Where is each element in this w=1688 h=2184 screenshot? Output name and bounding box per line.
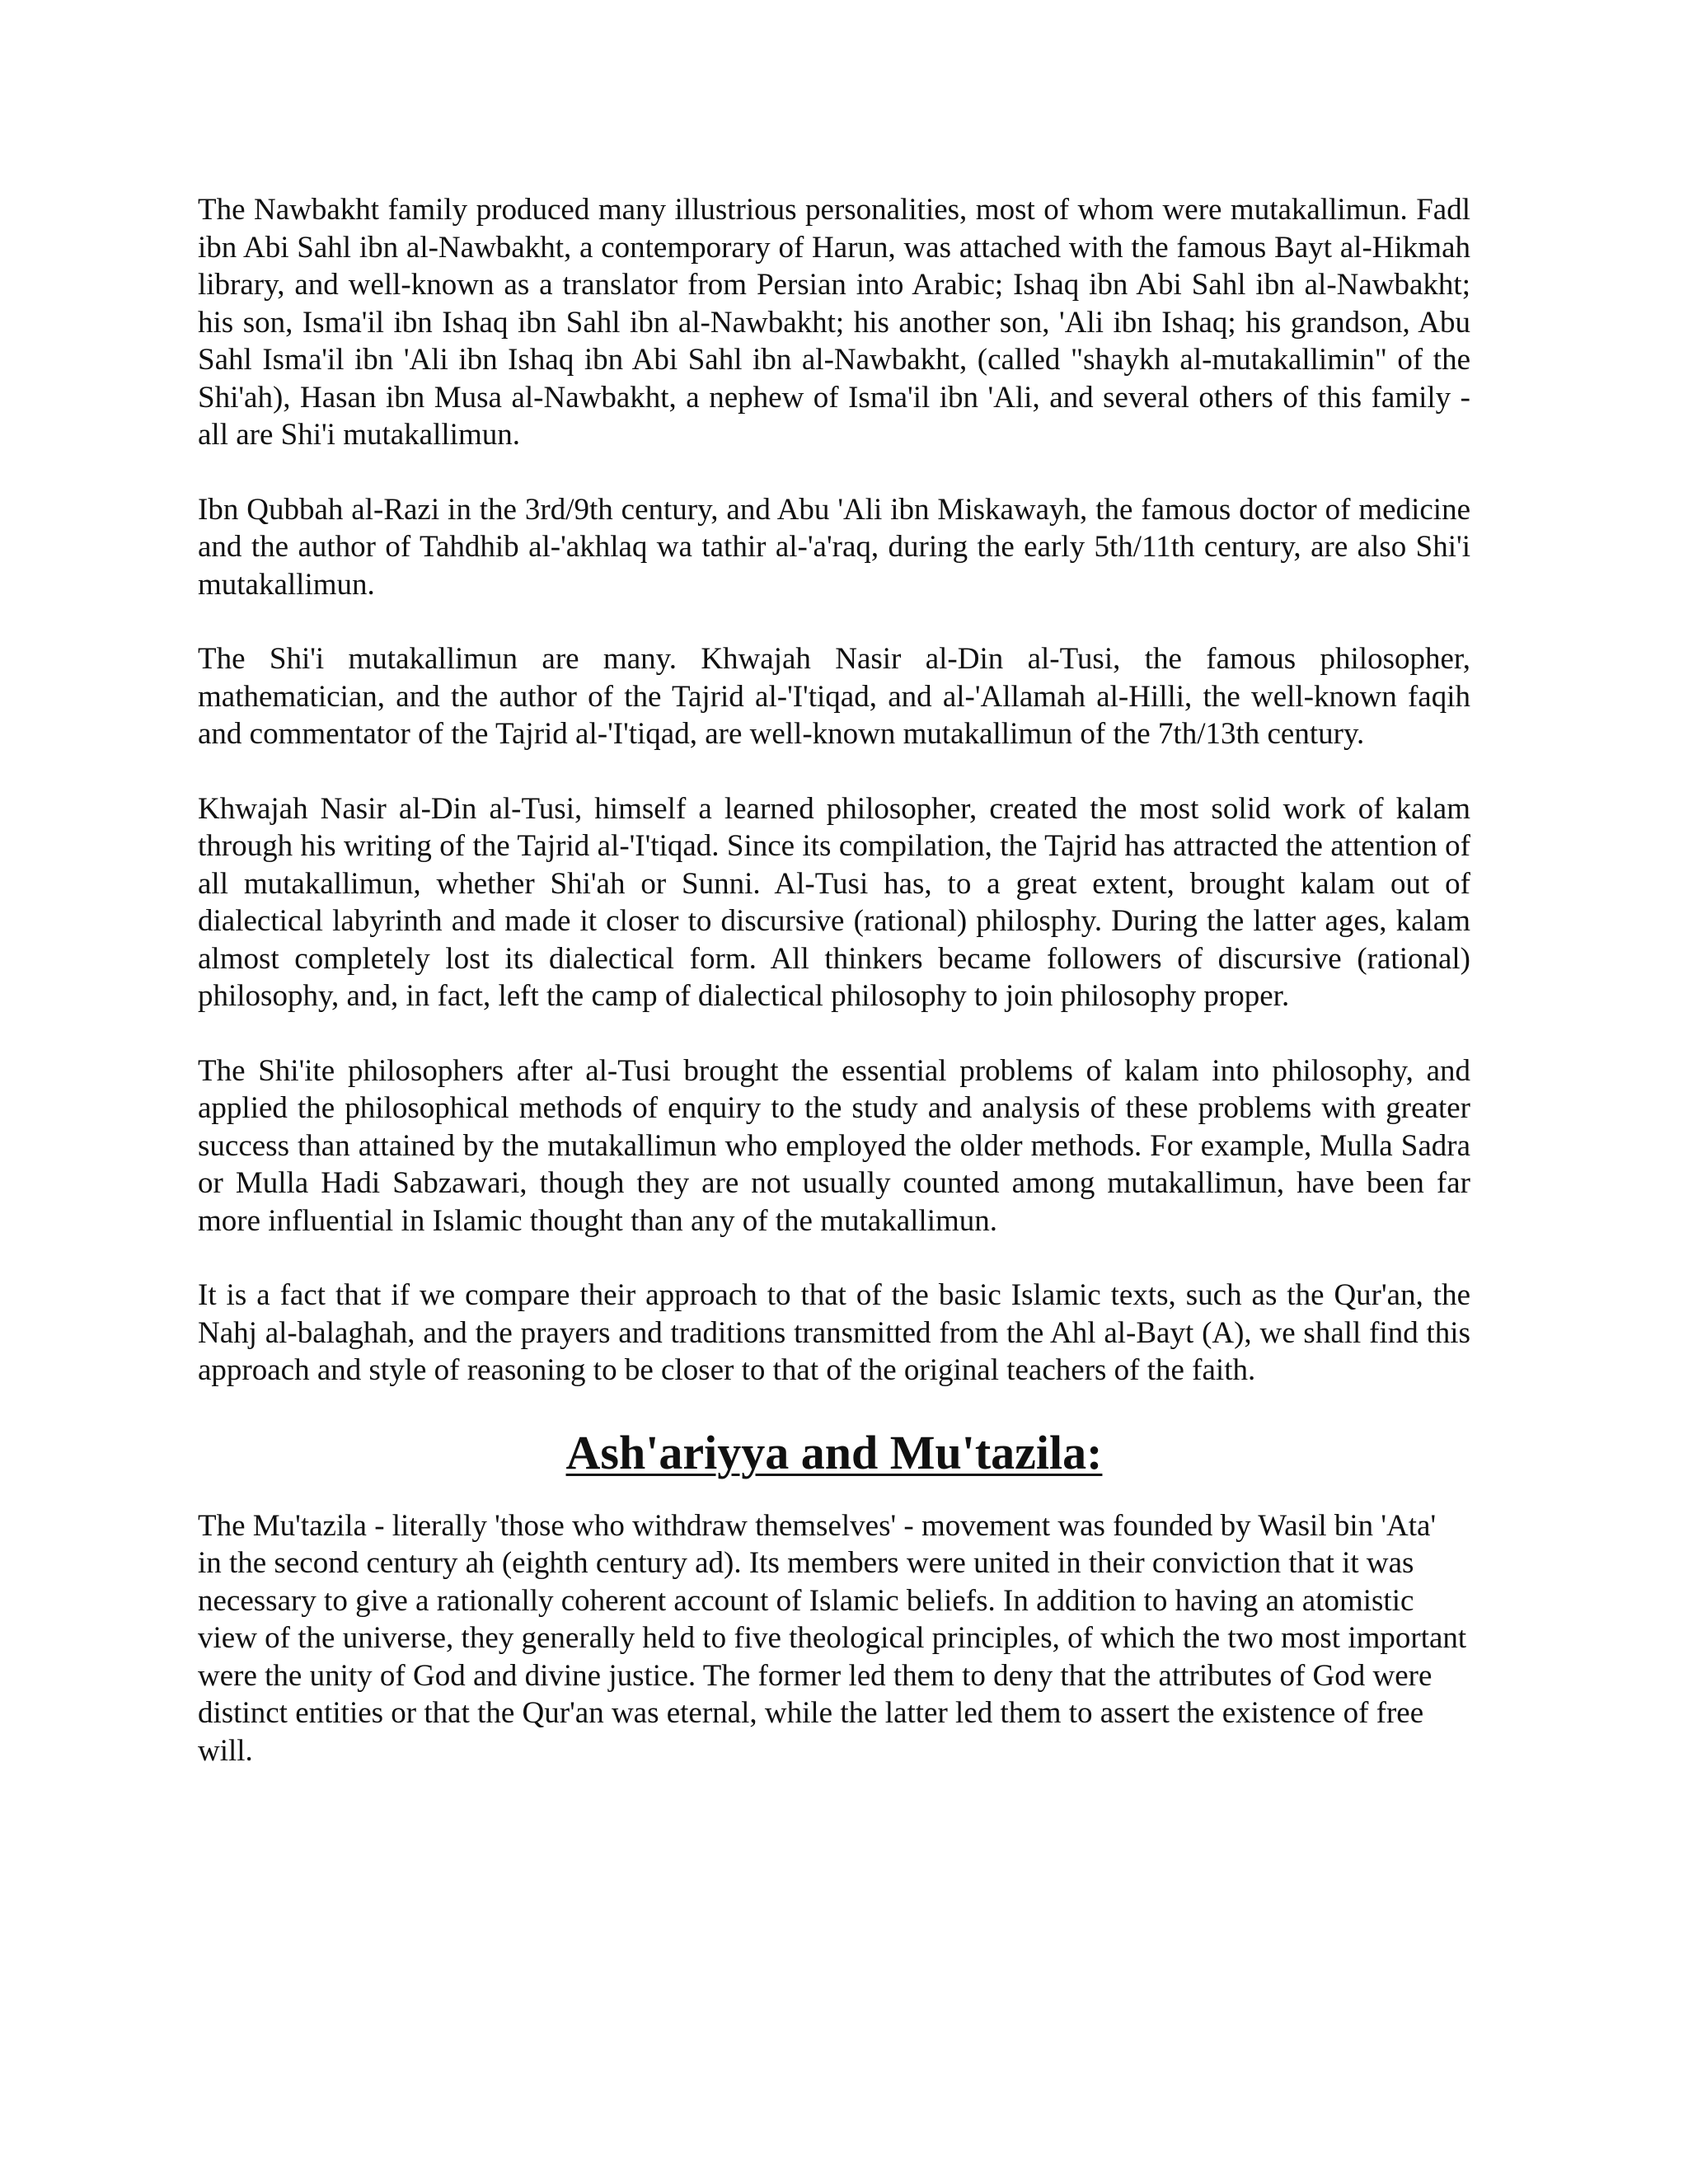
- paragraph-al-tusi: Khwajah Nasir al-Din al-Tusi, himself a learned philosopher, created the most solid work of kalam through his writing of the Tajrid al-'I'tiqad. Since its compilation, the Tajrid has attracted the attention of all mutakallimun, whether Shi'ah or Sunni. Al-Tusi has, to a great extent, brought kalam out of dialectical labyrinth and made it closer to discursive (rational) philosphy. During the latter ages, kalam almost completely lost its dialectical form. All thinkers became followers of discursive (rational) philosophy, and, in fact, left the camp of dialectical philosophy to join philosophy proper.: [198, 791, 1470, 1013]
- section-heading: Ash'ariyya and Mu'tazila:: [565, 1425, 1103, 1479]
- paragraph-ibn-qubbah: Ibn Qubbah al-Razi in the 3rd/9th century, and Abu 'Ali ibn Miskawayh, the famous doctor of medicine and the author of Tahdhib al-'akhlaq wa tathir al-'a'raq, during the early 5th/11th century, are also Shi'i mutakallimun.: [198, 492, 1470, 602]
- paragraph-islamic-texts: It is a fact that if we compare their approach to that of the basic Islamic texts, such as the Qur'an, the Nahj al-balaghah, and the prayers and traditions transmitted from the Ahl al-Bayt (A), we shall find this approach and style of reasoning to be closer to that of the original teachers of the faith.: [198, 1278, 1470, 1387]
- paragraph-nawbakht-family: The Nawbakht family produced many illustrious personalities, most of whom were mutakallimun. Fadl ibn Abi Sahl ibn al-Nawbakht, a contemporary of Harun, was attached with the famous Bayt al-Hikmah library, and well-known as a translator from Persian into Arabic; Ishaq ibn Abi Sahl ibn al-Nawbakht; his son, Isma'il ibn Ishaq ibn Sahl ibn al-Nawbakht; his another son, 'Ali ibn Ishaq; his grandson, Abu Sahl Isma'il ibn 'Ali ibn Ishaq ibn Abi Sahl ibn al-Nawbakht, (called "shaykh al-mutakallimin" of the Shi'ah), Hasan ibn Musa al-Nawbakht, a nephew of Isma'il ibn 'Ali, and several others of this family - all are Shi'i mutakallimun.: [198, 193, 1470, 452]
- document-page: [198, 191, 1470, 1769]
- paragraph-mutazila: The Mu'tazila - literally 'those who withdraw themselves' - movement was founded by Wasil bin 'Ata' in the second century ah (eighth century ad). Its members were united in their conviction that it was necessary to give a rationally coherent account of Islamic beliefs. In addition to having an atomistic view of the universe, they generally held to five theological principles, of which the two most important were the unity of God and divine justice. The former led them to deny that the attributes of God were distinct entities or that the Qur'an was eternal, while the latter led them to assert the existence of free will.: [198, 1508, 1467, 1768]
- paragraph-shiite-philosophers: The Shi'ite philosophers after al-Tusi brought the essential problems of kalam into philosophy, and applied the philosophical methods of enquiry to the study and analysis of these problems with greater success than attained by the mutakallimun who employed the older methods. For example, Mulla Sadra or Mulla Hadi Sabzawari, though they are not usually counted among mutakallimun, have been far more influential in Islamic thought than any of the mutakallimun.: [198, 1053, 1470, 1238]
- paragraph-shii-mutakallimun: The Shi'i mutakallimun are many. Khwajah Nasir al-Din al-Tusi, the famous philosopher, mathematician, and the author of the Tajrid al-'I'tiqad, and al-'Allamah al-Hilli, the well-known faqih and commentator of the Tajrid al-'I'tiqad, are well-known mutakallimun of the 7th/13th century.: [198, 642, 1470, 751]
